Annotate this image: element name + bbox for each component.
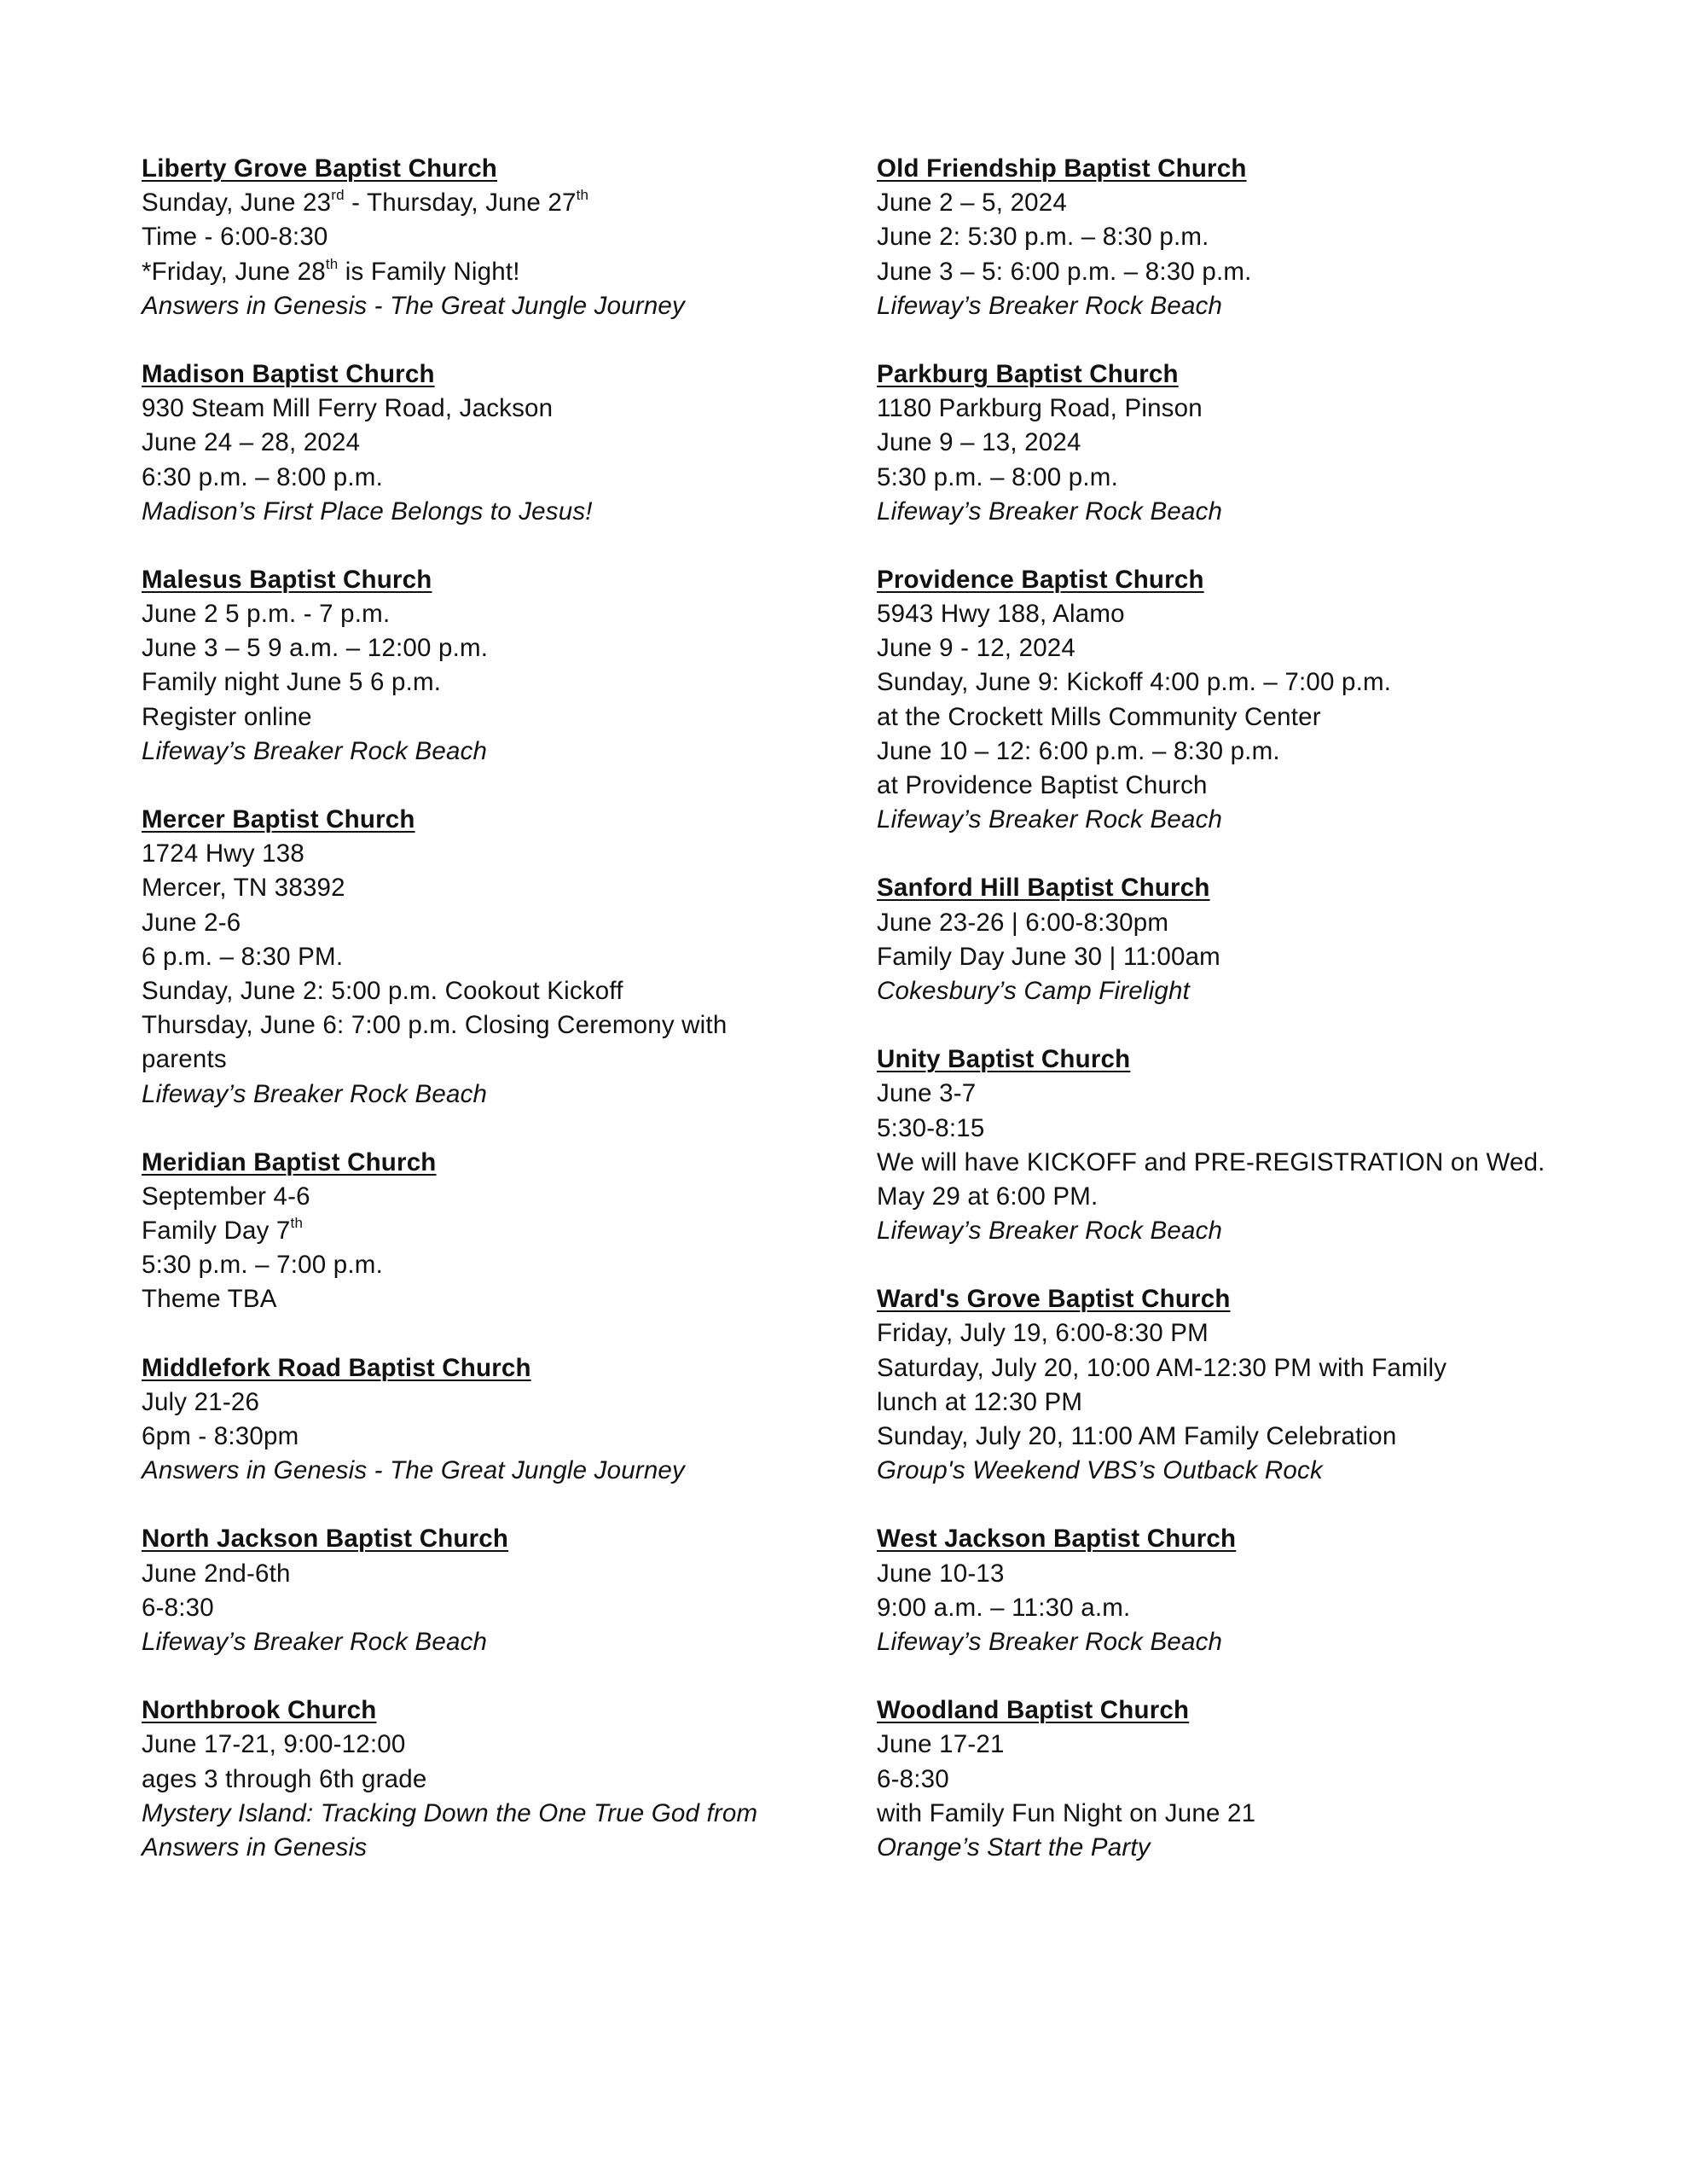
vbs-theme: Lifeway’s Breaker Rock Beach bbox=[877, 497, 1223, 526]
church-entry bbox=[877, 357, 1644, 529]
detail-text: June 17-21, 9:00-12:00 bbox=[142, 1730, 406, 1759]
detail-text: 5:30 p.m. – 8:00 p.m. bbox=[877, 462, 1118, 491]
detail-line bbox=[877, 1351, 1644, 1385]
church-name: Liberty Grove Baptist Church bbox=[142, 154, 498, 183]
detail-line bbox=[877, 769, 1644, 803]
detail-line bbox=[142, 392, 892, 426]
vbs-theme: Answers in Genesis - The Great Jungle Journey bbox=[142, 291, 685, 320]
detail-line bbox=[877, 597, 1644, 631]
detail-line bbox=[877, 940, 1644, 974]
detail-line bbox=[142, 665, 892, 700]
detail-line bbox=[877, 1112, 1644, 1146]
detail-line bbox=[877, 906, 1644, 940]
church-name: Mercer Baptist Church bbox=[142, 805, 415, 834]
detail-line bbox=[877, 255, 1644, 289]
church-name: West Jackson Baptist Church bbox=[877, 1525, 1237, 1554]
church-entry bbox=[142, 803, 892, 1112]
church-name: Malesus Baptist Church bbox=[142, 565, 432, 594]
church-name: Providence Baptist Church bbox=[877, 565, 1204, 594]
church-name: Woodland Baptist Church bbox=[877, 1696, 1190, 1725]
detail-text: Sunday, June 23 bbox=[142, 189, 332, 218]
detail-text: Family Day 7 bbox=[142, 1217, 291, 1246]
detail-text: Friday, July 19, 6:00-8:30 PM bbox=[877, 1319, 1209, 1348]
detail-line bbox=[877, 665, 1644, 700]
detail-text: lunch at 12:30 PM bbox=[877, 1387, 1083, 1416]
ordinal-suffix: th bbox=[325, 255, 339, 272]
detail-text: June 3 – 5 9 a.m. – 12:00 p.m. bbox=[142, 634, 489, 663]
detail-line bbox=[142, 1385, 892, 1420]
detail-text: 5:30-8:15 bbox=[877, 1113, 985, 1142]
detail-text: June 10-13 bbox=[877, 1559, 1005, 1588]
church-entry bbox=[142, 1522, 892, 1659]
detail-line bbox=[877, 1180, 1644, 1214]
detail-line bbox=[142, 461, 892, 495]
vbs-theme: Lifeway’s Breaker Rock Beach bbox=[877, 1217, 1223, 1246]
church-name: Northbrook Church bbox=[142, 1696, 377, 1725]
detail-line bbox=[877, 1591, 1644, 1625]
detail-line bbox=[142, 837, 892, 871]
detail-line bbox=[877, 1077, 1644, 1111]
vbs-theme: Lifeway’s Breaker Rock Beach bbox=[877, 1627, 1223, 1656]
detail-line bbox=[142, 940, 892, 974]
detail-line bbox=[142, 1728, 892, 1762]
detail-line bbox=[142, 906, 892, 940]
detail-text: Sunday, July 20, 11:00 AM Family Celebration bbox=[877, 1422, 1397, 1450]
church-name: Madison Baptist Church bbox=[142, 359, 435, 388]
church-name: Ward's Grove Baptist Church bbox=[877, 1285, 1231, 1314]
church-entry bbox=[142, 357, 892, 529]
detail-text: June 9 - 12, 2024 bbox=[877, 634, 1076, 663]
detail-line bbox=[142, 255, 892, 289]
detail-text: Sunday, June 2: 5:00 p.m. Cookout Kickoff bbox=[142, 976, 623, 1005]
detail-text: 6-8:30 bbox=[142, 1593, 214, 1622]
detail-line bbox=[142, 1008, 892, 1043]
vbs-theme: Madison’s First Place Belongs to Jesus! bbox=[142, 497, 593, 526]
vbs-theme: Group's Weekend VBS’s Outback Rock bbox=[877, 1456, 1323, 1485]
vbs-theme: Lifeway’s Breaker Rock Beach bbox=[142, 736, 488, 765]
church-entry bbox=[142, 1351, 892, 1489]
detail-text: Register online bbox=[142, 702, 312, 731]
detail-text: is Family Night! bbox=[338, 257, 520, 286]
detail-line bbox=[142, 1248, 892, 1282]
detail-line bbox=[877, 220, 1644, 254]
detail-line bbox=[877, 735, 1644, 769]
detail-text: 6-8:30 bbox=[877, 1764, 949, 1793]
detail-line bbox=[877, 1797, 1644, 1831]
detail-text: ages 3 through 6th grade bbox=[142, 1764, 427, 1793]
detail-line bbox=[142, 974, 892, 1008]
detail-line bbox=[877, 426, 1644, 460]
vbs-theme: Lifeway’s Breaker Rock Beach bbox=[877, 805, 1223, 834]
ordinal-suffix: th bbox=[576, 187, 589, 204]
detail-text: Saturday, July 20, 10:00 AM-12:30 PM with Family bbox=[877, 1353, 1447, 1382]
detail-text: Sunday, June 9: Kickoff 4:00 p.m. – 7:00 p.m. bbox=[877, 668, 1392, 697]
church-name: Sanford Hill Baptist Church bbox=[877, 874, 1210, 903]
detail-text: 6 p.m. – 8:30 PM. bbox=[142, 942, 344, 971]
church-name: Parkburg Baptist Church bbox=[877, 359, 1179, 388]
detail-line bbox=[142, 426, 892, 460]
detail-line bbox=[142, 1282, 892, 1316]
detail-line bbox=[142, 700, 892, 735]
detail-text: Mercer, TN 38392 bbox=[142, 874, 345, 903]
detail-text: Family Day June 30 | 11:00am bbox=[877, 942, 1220, 971]
church-name: North Jackson Baptist Church bbox=[142, 1525, 509, 1554]
detail-text: June 3-7 bbox=[877, 1079, 977, 1108]
detail-text: 6:30 p.m. – 8:00 p.m. bbox=[142, 462, 383, 491]
detail-text: 1180 Parkburg Road, Pinson bbox=[877, 394, 1203, 423]
vbs-theme: Answers in Genesis bbox=[142, 1833, 368, 1862]
right-column bbox=[877, 152, 1644, 1899]
detail-text: July 21-26 bbox=[142, 1387, 260, 1416]
detail-text: June 2nd-6th bbox=[142, 1559, 291, 1588]
detail-text: June 24 – 28, 2024 bbox=[142, 428, 361, 457]
detail-line bbox=[877, 700, 1644, 735]
detail-line bbox=[142, 597, 892, 631]
detail-text: We will have KICKOFF and PRE-REGISTRATION on Wed. bbox=[877, 1147, 1545, 1176]
church-entry bbox=[877, 1282, 1644, 1488]
detail-line bbox=[142, 1763, 892, 1797]
detail-line bbox=[877, 461, 1644, 495]
detail-text: 6pm - 8:30pm bbox=[142, 1422, 299, 1450]
vbs-theme: Answers in Genesis - The Great Jungle Journey bbox=[142, 1456, 685, 1485]
church-entry bbox=[142, 1693, 892, 1865]
church-entry bbox=[877, 871, 1644, 1008]
church-entry bbox=[877, 1693, 1644, 1865]
detail-text: *Friday, June 28 bbox=[142, 257, 326, 286]
detail-text: June 3 – 5: 6:00 p.m. – 8:30 p.m. bbox=[877, 257, 1252, 286]
detail-text: June 9 – 13, 2024 bbox=[877, 428, 1081, 457]
detail-text: June 10 – 12: 6:00 p.m. – 8:30 p.m. bbox=[877, 736, 1280, 765]
vbs-theme: Lifeway’s Breaker Rock Beach bbox=[877, 291, 1223, 320]
detail-line bbox=[877, 1146, 1644, 1180]
detail-line bbox=[877, 186, 1644, 220]
church-name: Old Friendship Baptist Church bbox=[877, 154, 1247, 183]
detail-text: 5:30 p.m. – 7:00 p.m. bbox=[142, 1251, 383, 1280]
ordinal-suffix: rd bbox=[331, 187, 345, 204]
church-entry bbox=[877, 152, 1644, 323]
detail-line bbox=[142, 186, 892, 220]
detail-line bbox=[142, 1420, 892, 1454]
detail-text: June 2 5 p.m. - 7 p.m. bbox=[142, 600, 391, 629]
detail-line bbox=[877, 392, 1644, 426]
vbs-theme: Cokesbury’s Camp Firelight bbox=[877, 976, 1190, 1005]
detail-text: Time - 6:00-8:30 bbox=[142, 223, 328, 252]
church-entry bbox=[877, 1522, 1644, 1659]
detail-line bbox=[877, 1420, 1644, 1454]
ordinal-suffix: th bbox=[290, 1215, 304, 1232]
detail-line bbox=[877, 1385, 1644, 1420]
detail-text: parents bbox=[142, 1045, 227, 1074]
detail-line bbox=[142, 1557, 892, 1591]
church-entry bbox=[877, 1043, 1644, 1248]
detail-text: - Thursday, June 27 bbox=[344, 189, 577, 218]
detail-text: May 29 at 6:00 PM. bbox=[877, 1182, 1099, 1211]
vbs-theme: Orange’s Start the Party bbox=[877, 1833, 1151, 1862]
detail-text: June 2-6 bbox=[142, 908, 241, 937]
detail-line bbox=[142, 871, 892, 905]
detail-text: at Providence Baptist Church bbox=[877, 771, 1208, 799]
detail-text: Family night June 5 6 p.m. bbox=[142, 668, 442, 697]
detail-text: Theme TBA bbox=[142, 1285, 277, 1314]
detail-line bbox=[877, 1557, 1644, 1591]
church-entry bbox=[142, 152, 892, 323]
detail-line bbox=[142, 1043, 892, 1077]
detail-text: at the Crockett Mills Community Center bbox=[877, 702, 1321, 731]
detail-line bbox=[142, 1591, 892, 1625]
detail-line bbox=[877, 1316, 1644, 1350]
church-entry bbox=[142, 563, 892, 769]
left-column bbox=[142, 152, 892, 1899]
church-name: Middlefork Road Baptist Church bbox=[142, 1353, 531, 1382]
detail-text: June 17-21 bbox=[877, 1730, 1005, 1759]
detail-text: June 2: 5:30 p.m. – 8:30 p.m. bbox=[877, 223, 1209, 252]
detail-text: 9:00 a.m. – 11:30 a.m. bbox=[877, 1593, 1131, 1622]
detail-line bbox=[877, 631, 1644, 665]
detail-text: September 4-6 bbox=[142, 1182, 310, 1211]
church-entry bbox=[142, 1146, 892, 1317]
detail-line bbox=[142, 220, 892, 254]
church-name: Unity Baptist Church bbox=[877, 1045, 1131, 1074]
detail-text: with Family Fun Night on June 21 bbox=[877, 1798, 1256, 1827]
detail-line bbox=[877, 1728, 1644, 1762]
detail-line bbox=[877, 1763, 1644, 1797]
detail-text: June 23-26 | 6:00-8:30pm bbox=[877, 908, 1169, 937]
detail-text: 930 Steam Mill Ferry Road, Jackson bbox=[142, 394, 554, 423]
vbs-theme: Lifeway’s Breaker Rock Beach bbox=[142, 1627, 488, 1656]
vbs-theme: Lifeway’s Breaker Rock Beach bbox=[142, 1079, 488, 1108]
detail-line bbox=[142, 1214, 892, 1248]
detail-line bbox=[142, 631, 892, 665]
vbs-theme: Mystery Island: Tracking Down the One True God from bbox=[142, 1798, 758, 1827]
detail-line bbox=[142, 1180, 892, 1214]
detail-text: Thursday, June 6: 7:00 p.m. Closing Ceremony with bbox=[142, 1011, 728, 1040]
church-entry bbox=[877, 563, 1644, 838]
detail-text: 1724 Hwy 138 bbox=[142, 839, 304, 868]
church-name: Meridian Baptist Church bbox=[142, 1147, 437, 1176]
detail-text: 5943 Hwy 188, Alamo bbox=[877, 600, 1125, 629]
detail-text: June 2 – 5, 2024 bbox=[877, 189, 1067, 218]
